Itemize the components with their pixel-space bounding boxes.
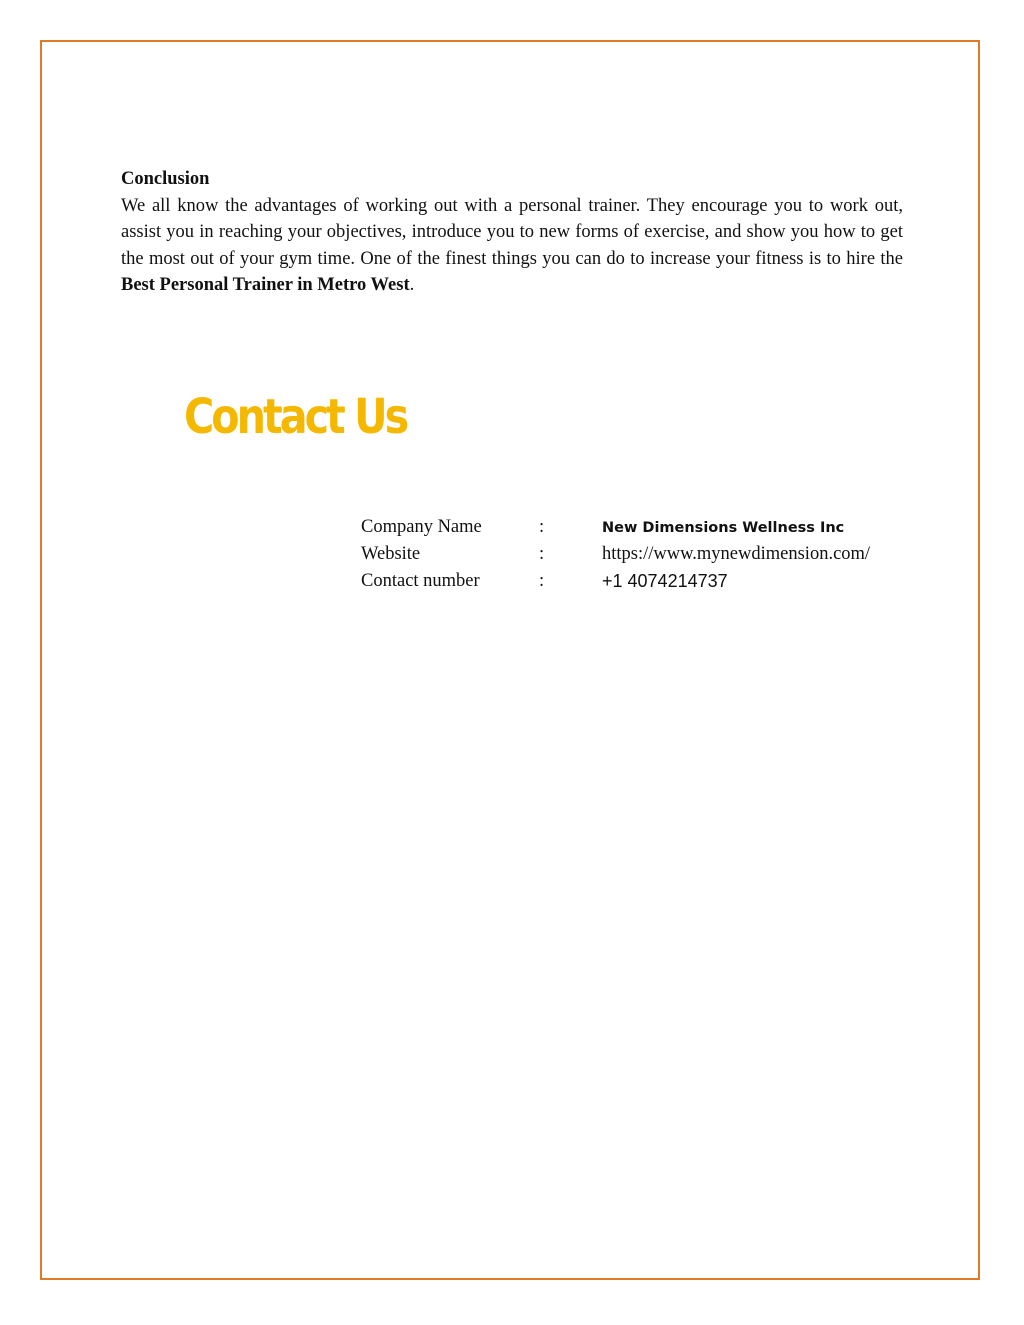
conclusion-heading: Conclusion (121, 169, 210, 189)
conclusion-section (121, 166, 903, 299)
contact-number-value: +1 4074214737 (602, 571, 728, 591)
conclusion-paragraph (121, 193, 903, 299)
conclusion-highlight: Best Personal Trainer in Metro West (121, 275, 410, 295)
contact-table (361, 514, 870, 595)
website-value[interactable]: https://www.mynewdimension.com/ (602, 544, 871, 564)
separator: : (539, 544, 545, 564)
company-name-value: New Dimensions Wellness Inc (602, 519, 845, 536)
contact-row-company (361, 514, 870, 541)
conclusion-body-text: We all know the advantages of working out with a personal trainer. They encourage you to work out, assist you in reaching your objectives, introduce you to new forms of exercise, and show you how to get the most out of your gym time. One of the finest things you can do to increase your fitness is to hire the (121, 195, 903, 269)
contact-number-label: Contact number (361, 571, 480, 591)
contact-us-title: Contact Us (184, 389, 407, 445)
contact-row-website (361, 541, 870, 568)
conclusion-body-end: . (409, 275, 415, 295)
separator: : (539, 517, 545, 537)
separator: : (539, 571, 545, 591)
company-name-label: Company Name (361, 517, 482, 537)
website-label: Website (361, 544, 421, 564)
contact-row-phone (361, 568, 870, 595)
